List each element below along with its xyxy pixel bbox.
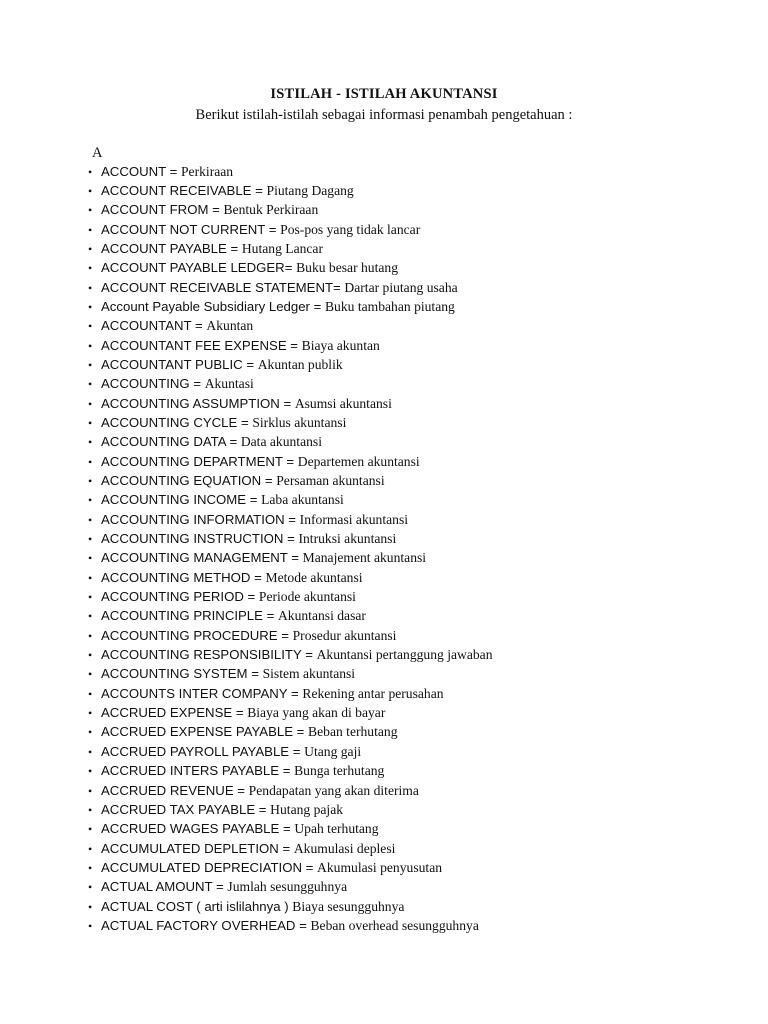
- bullet-icon: •: [88, 280, 93, 295]
- term-indonesian: Pos-pos yang tidak lancar: [280, 221, 421, 237]
- term-item: [88, 626, 493, 645]
- term-indonesian: Piutang Dagang: [266, 182, 354, 198]
- term-separator: =: [246, 492, 262, 508]
- term-english: ACCOUNTING ASSUMPTION: [101, 395, 280, 411]
- term-separator: =: [247, 666, 263, 682]
- term-item: [88, 742, 493, 761]
- term-english: ACCRUED REVENUE: [101, 782, 234, 798]
- term-indonesian: Buku tambahan piutang: [324, 298, 455, 314]
- term-indonesian: Rekening antar perusahan: [302, 685, 444, 701]
- term-english: ACCUMULATED DEPLETION: [101, 840, 279, 856]
- term-english: ACCOUNT FROM: [101, 202, 209, 218]
- term-item: [88, 548, 493, 567]
- term-english: ACCOUNTING RESPONSIBILITY: [101, 647, 302, 663]
- term-item: [88, 819, 493, 838]
- term-indonesian: Pendapatan yang akan diterima: [248, 782, 419, 798]
- term-indonesian: Jumlah sesungguhnya: [227, 879, 348, 895]
- term-indonesian: Departemen akuntansi: [297, 453, 420, 469]
- term-indonesian: Biaya akuntan: [301, 337, 380, 353]
- term-english: ACCOUNTING MANAGEMENT: [101, 550, 288, 566]
- term-separator: =: [237, 414, 253, 430]
- term-indonesian: Akuntan: [206, 318, 254, 334]
- term-separator: =: [302, 859, 318, 875]
- term-indonesian: Bunga terhutang: [294, 763, 385, 779]
- bullet-icon: •: [88, 918, 93, 933]
- term-item: [88, 568, 493, 587]
- term-indonesian: Beban overhead sesungguhnya: [310, 917, 479, 933]
- term-separator: =: [284, 511, 300, 527]
- term-separator: =: [189, 376, 205, 392]
- term-english: ACCUMULATED DEPRECIATION: [101, 859, 303, 875]
- term-english: ACCOUNTS INTER COMPANY: [101, 685, 288, 701]
- bullet-icon: •: [88, 706, 93, 721]
- term-separator: =: [293, 724, 309, 740]
- term-indonesian: Sirklus akuntansi: [252, 414, 347, 430]
- term-indonesian: Beban terhutang: [308, 724, 398, 740]
- bullet-icon: •: [88, 880, 93, 895]
- term-item: [88, 413, 493, 432]
- term-english: ACCOUNTING METHOD: [101, 569, 251, 585]
- term-indonesian: Biaya sesungguhnya: [292, 898, 405, 914]
- term-english: ACCOUNTING PERIOD: [101, 589, 244, 605]
- term-english: ACCOUNTING DATA: [101, 434, 226, 450]
- bullet-icon: •: [88, 551, 93, 566]
- bullet-icon: •: [88, 783, 93, 798]
- term-english: ACCOUNTING EQUATION: [101, 473, 262, 488]
- term-indonesian: Intruksi akuntansi: [298, 531, 397, 547]
- term-indonesian: Akumulasi deplesi: [293, 840, 396, 856]
- term-separator: =: [289, 743, 305, 759]
- term-english: ACCOUNTANT PUBLIC: [101, 356, 243, 372]
- term-english: ACCOUNTING INCOME: [101, 492, 247, 508]
- term-item: [88, 645, 493, 664]
- term-english: ACCOUNTING CYCLE: [101, 414, 238, 430]
- term-indonesian: Hutang Lancar: [241, 240, 323, 256]
- term-separator: =: [225, 434, 241, 450]
- document-title: ISTILAH - ISTILAH AKUNTANSI: [270, 86, 498, 102]
- term-english: ACCRUED EXPENSE PAYABLE: [101, 724, 294, 740]
- bullet-icon: •: [88, 841, 93, 856]
- term-indonesian: Laba akuntansi: [261, 492, 344, 508]
- bullet-icon: •: [88, 648, 93, 663]
- bullet-icon: •: [88, 299, 93, 314]
- term-english: ACCOUNTING INFORMATION: [101, 511, 285, 527]
- term-item: [88, 471, 493, 490]
- term-separator: =: [284, 260, 297, 276]
- term-item: [88, 181, 493, 200]
- bullet-icon: •: [88, 261, 93, 276]
- term-item: [88, 355, 493, 374]
- term-indonesian: Akumulasi penyusutan: [317, 859, 443, 875]
- term-english: ACCRUED INTERS PAYABLE: [101, 763, 280, 779]
- term-separator: =: [251, 182, 267, 198]
- term-english: ACCOUNTING SYSTEM: [101, 666, 248, 682]
- bullet-icon: •: [88, 802, 93, 817]
- term-item: [88, 800, 493, 819]
- term-english: ACCOUNTANT: [101, 318, 192, 334]
- term-english: ACCRUED WAGES PAYABLE: [101, 821, 280, 837]
- bullet-icon: •: [88, 377, 93, 392]
- term-item: [88, 684, 493, 703]
- term-item: [88, 664, 493, 683]
- term-separator: =: [208, 202, 224, 218]
- bullet-icon: •: [88, 164, 93, 179]
- term-separator: =: [301, 647, 317, 663]
- term-separator: =: [242, 356, 258, 372]
- term-english: ACCOUNTING DEPARTMENT: [101, 453, 283, 469]
- bullet-icon: •: [88, 454, 93, 469]
- term-item: [88, 452, 493, 471]
- bullet-icon: •: [88, 474, 93, 488]
- term-separator: =: [165, 163, 181, 179]
- term-item: [88, 394, 493, 413]
- term-separator: =: [333, 279, 345, 295]
- term-item: [88, 722, 493, 741]
- bullet-icon: •: [88, 396, 93, 411]
- term-item: [88, 916, 493, 935]
- bullet-icon: •: [88, 493, 93, 508]
- term-item: [88, 606, 493, 625]
- term-item: [88, 220, 493, 239]
- term-english: ACCOUNT PAYABLE LEDGER: [101, 260, 285, 276]
- term-item: [88, 316, 493, 335]
- bullet-icon: •: [88, 590, 93, 605]
- term-separator: =: [282, 453, 298, 469]
- term-separator: =: [286, 337, 302, 353]
- term-separator: =: [287, 550, 303, 566]
- term-item: [88, 897, 493, 916]
- term-english: ACCOUNT RECEIVABLE: [101, 182, 252, 198]
- term-indonesian: Informasi akuntansi: [299, 511, 409, 527]
- bullet-icon: •: [88, 609, 93, 624]
- term-separator: =: [212, 879, 228, 895]
- term-separator: =: [279, 763, 295, 779]
- term-item: [88, 336, 493, 355]
- term-english: ACTUAL AMOUNT: [101, 879, 213, 895]
- document-subtitle: Berikut istilah-istilah sebagai informasi penambah pengetahuan :: [195, 107, 573, 123]
- term-item: [88, 432, 493, 451]
- term-indonesian: Dartar piutang usaha: [344, 279, 458, 295]
- term-english: ACCOUNTING PRINCIPLE: [101, 608, 263, 624]
- term-item: [88, 781, 493, 800]
- term-separator: =: [279, 821, 295, 837]
- term-separator: =: [262, 608, 278, 624]
- bullet-icon: •: [88, 744, 93, 759]
- term-indonesian: Perkiraan: [181, 163, 234, 179]
- term-indonesian: Akuntansi pertanggung jawaban: [316, 647, 493, 663]
- term-separator: =: [243, 589, 259, 605]
- term-item: [88, 703, 493, 722]
- term-indonesian: Sistem akuntansi: [262, 666, 356, 682]
- section-letter: A: [92, 145, 103, 161]
- term-indonesian: Persaman akuntansi: [276, 473, 385, 488]
- term-indonesian: Periode akuntansi: [258, 589, 356, 605]
- term-item: [88, 510, 493, 529]
- term-item: [88, 529, 493, 548]
- term-english: ACCOUNT PAYABLE: [101, 240, 227, 256]
- term-item: [88, 200, 493, 219]
- bullet-icon: •: [88, 512, 93, 527]
- term-separator: =: [278, 840, 294, 856]
- term-item: [88, 839, 493, 858]
- term-separator: =: [309, 298, 325, 314]
- term-separator: =: [232, 705, 248, 721]
- term-indonesian: Akuntan publik: [257, 356, 343, 372]
- bullet-icon: •: [88, 899, 93, 914]
- term-english: ACCRUED PAYROLL PAYABLE: [101, 743, 290, 759]
- term-separator: =: [226, 240, 242, 256]
- term-indonesian: Hutang pajak: [270, 801, 344, 817]
- bullet-icon: •: [88, 357, 93, 372]
- term-item: [88, 239, 493, 258]
- bullet-icon: •: [88, 667, 93, 682]
- term-item: [88, 278, 493, 297]
- term-indonesian: Utang gaji: [304, 743, 362, 759]
- term-item: [88, 374, 493, 393]
- term-separator: =: [250, 569, 266, 585]
- bullet-icon: •: [88, 435, 93, 450]
- term-separator: =: [279, 395, 295, 411]
- term-indonesian: Prosedur akuntansi: [292, 627, 397, 643]
- bullet-icon: •: [88, 725, 93, 740]
- bullet-icon: •: [88, 203, 93, 218]
- term-indonesian: Metode akuntansi: [265, 569, 363, 585]
- bullet-icon: •: [88, 570, 93, 585]
- term-english: Account Payable Subsidiary Ledger: [101, 298, 310, 314]
- bullet-icon: •: [88, 415, 93, 430]
- term-list: [88, 162, 493, 936]
- term-separator: =: [265, 221, 281, 237]
- bullet-icon: •: [88, 241, 93, 256]
- term-english: ACCOUNTING INSTRUCTION: [101, 531, 284, 547]
- term-english: ACCOUNT: [101, 163, 166, 179]
- term-item: [88, 297, 493, 316]
- term-separator: =: [261, 473, 277, 488]
- term-item: [88, 587, 493, 606]
- term-separator: =: [233, 782, 249, 798]
- term-indonesian: Asumsi akuntansi: [294, 395, 392, 411]
- term-english: ACTUAL COST ( arti islilahnya ): [101, 898, 289, 914]
- bullet-icon: •: [88, 860, 93, 875]
- term-item: [88, 490, 493, 509]
- term-item: [88, 761, 493, 780]
- bullet-icon: •: [88, 183, 93, 198]
- term-item: [88, 858, 493, 877]
- term-english: ACCOUNTANT FEE EXPENSE: [101, 337, 287, 353]
- term-item: [88, 258, 493, 277]
- term-indonesian: Data akuntansi: [240, 434, 322, 450]
- term-separator: =: [255, 801, 271, 817]
- term-english: ACCOUNTING PROCEDURE: [101, 627, 278, 643]
- term-separator: =: [277, 627, 293, 643]
- term-indonesian: Buku besar hutang: [296, 260, 399, 276]
- term-indonesian: Bentuk Perkiraan: [223, 202, 319, 218]
- term-indonesian: Biaya yang akan di bayar: [247, 705, 386, 721]
- term-english: ACCRUED EXPENSE: [101, 705, 233, 721]
- term-indonesian: Manajement akuntansi: [302, 550, 427, 566]
- bullet-icon: •: [88, 686, 93, 701]
- term-english: ACCOUNTING: [101, 376, 190, 392]
- bullet-icon: •: [88, 319, 93, 334]
- bullet-icon: •: [88, 532, 93, 547]
- term-english: ACCRUED TAX PAYABLE: [101, 801, 256, 817]
- term-indonesian: Akuntasi: [204, 376, 254, 392]
- term-separator: =: [283, 531, 299, 547]
- term-item: [88, 162, 493, 181]
- bullet-icon: •: [88, 222, 93, 237]
- term-separator: =: [191, 318, 207, 334]
- term-separator: =: [295, 917, 311, 933]
- term-indonesian: Akuntansi dasar: [277, 608, 366, 624]
- term-english: ACCOUNT RECEIVABLE STATEMENT: [101, 279, 334, 295]
- term-item: [88, 877, 493, 896]
- bullet-icon: •: [88, 628, 93, 643]
- bullet-icon: •: [88, 764, 93, 779]
- term-english: ACTUAL FACTORY OVERHEAD: [101, 917, 296, 933]
- term-indonesian: Upah terhutang: [294, 821, 379, 837]
- bullet-icon: •: [88, 822, 93, 837]
- term-english: ACCOUNT NOT CURRENT: [101, 221, 266, 237]
- term-separator: =: [287, 685, 303, 701]
- bullet-icon: •: [88, 338, 93, 353]
